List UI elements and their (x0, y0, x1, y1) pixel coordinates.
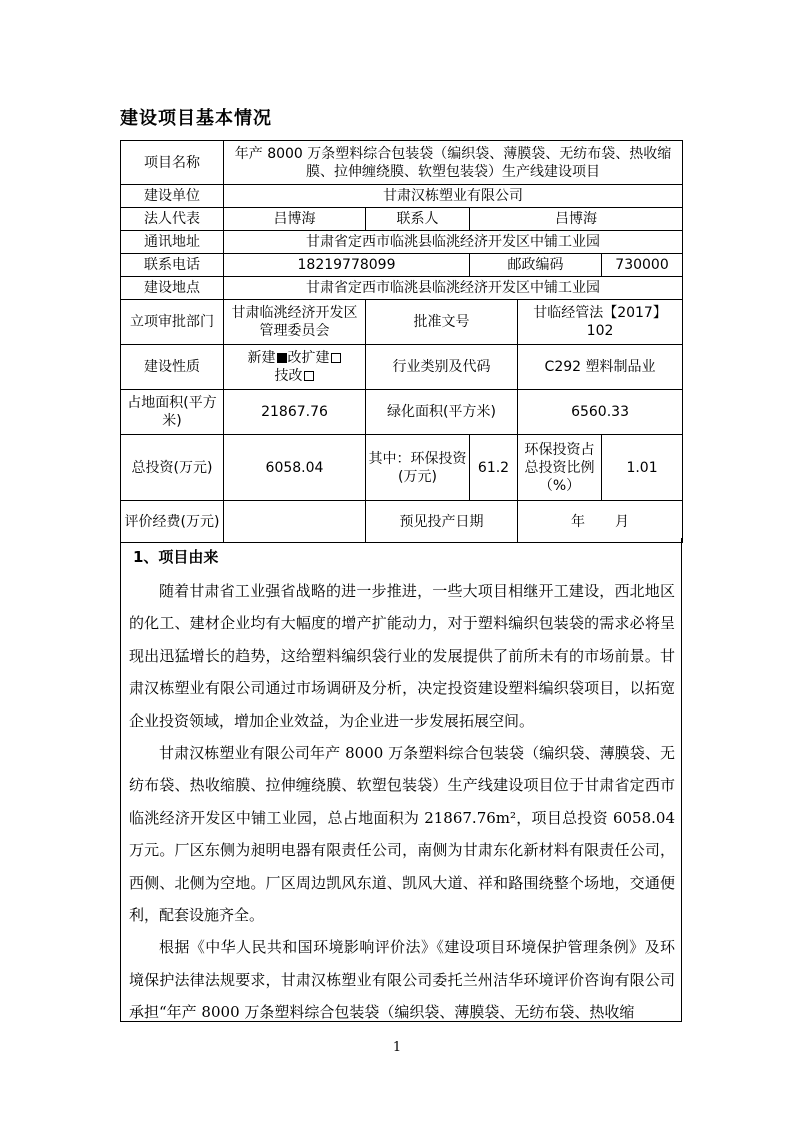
env-ratio-value: 1.01 (602, 435, 683, 501)
green-value: 6560.33 (518, 390, 683, 435)
checkbox-checked-icon (277, 353, 287, 363)
site-label: 建设地点 (121, 277, 224, 300)
page-title: 建设项目基本情况 (120, 108, 272, 129)
env-invest-label: 其中：环保投资(万元) (366, 435, 470, 501)
nature-label: 建设性质 (121, 345, 224, 390)
site-value: 甘肃省定西市临洮县临洮经济开发区中铺工业园 (224, 277, 683, 300)
prod-date-value (518, 501, 683, 543)
postal-label: 邮政编码 (470, 254, 602, 277)
paragraph: 甘肃汉栋塑业有限公司年产 8000 万条塑料综合包装袋（编织袋、薄膜袋、无纺布袋、热收缩膜、拉伸缠绕膜、软塑包装袋）生产线建设项目位于甘肃省定西市临洮经济开发区中铺工业园，总占地面积为 21867.76m²，项目总投资 6058.04万元。厂区东侧为昶明电器有限责任公司，南侧为甘肃东化新材料有限责任公司，西侧、北侧为空地。厂区周边凯风东道、凯风大道、祥和路围绕整个场地，交通便利，配套设施齐全。 (129, 744, 675, 925)
nature-opt-expand: 改扩建 (287, 350, 330, 366)
nature-opt-new: 新建 (247, 350, 276, 366)
approval-no-value: 甘临经管法【2017】102 (518, 300, 683, 345)
env-invest-value: 61.2 (470, 435, 518, 501)
phone-label: 联系电话 (121, 254, 224, 277)
phone-value: 18219778099 (224, 254, 470, 277)
address-value: 甘肃省定西市临洮县临洮经济开发区中铺工业园 (224, 231, 683, 254)
legal-rep-value: 吕博海 (224, 208, 366, 231)
green-label: 绿化面积(平方米) (366, 390, 518, 435)
section-heading: 1、项目由来 (133, 548, 219, 566)
env-ratio-label: 环保投资占总投资比例（%） (518, 435, 602, 501)
nature-opt-tech: 技改 (274, 368, 303, 384)
project-info-table (120, 140, 683, 543)
unit-label: 建设单位 (121, 185, 224, 208)
project-name-label: 项目名称 (121, 141, 224, 185)
approval-dept-value: 甘肃临洮经济开发区管理委员会 (224, 300, 366, 345)
prod-date-year: 年 (571, 513, 586, 530)
industry-label: 行业类别及代码 (366, 345, 518, 390)
area-value: 21867.76 (224, 390, 366, 435)
nature-options (224, 345, 366, 390)
checkbox-empty-icon (331, 353, 341, 363)
paragraph: 根据《中华人民共和国环境影响评价法》《建设项目环境保护管理条例》及环境保护法律法规要求，甘肃汉栋塑业有限公司委托兰州洁华环境评价咨询有限公司承担“年产 8000 万条塑料综合包装袋（编织袋、薄膜袋、无纺布袋、热收缩 (129, 938, 675, 1022)
legal-rep-label: 法人代表 (121, 208, 224, 231)
contact-label: 联系人 (366, 208, 470, 231)
eval-fee-label: 评价经费(万元) (121, 501, 224, 543)
postal-value: 730000 (602, 254, 683, 277)
project-name-value: 年产 8000 万条塑料综合包装袋（编织袋、薄膜袋、无纺布袋、热收缩膜、拉伸缠绕膜、软塑包装袋）生产线建设项目 (224, 141, 683, 185)
approval-dept-label: 立项审批部门 (121, 300, 224, 345)
address-label: 通讯地址 (121, 231, 224, 254)
invest-label: 总投资(万元) (121, 435, 224, 501)
eval-fee-value (224, 501, 366, 543)
prod-date-label: 预见投产日期 (366, 501, 518, 543)
paragraph: 随着甘肃省工业强省战略的进一步推进，一些大项目相继开工建设，西北地区的化工、建材企业均有大幅度的增产扩能动力，对于塑料编织包装袋的需求必将呈现出迅猛增长的趋势，这给塑料编织袋行业的发展提供了前所未有的市场前景。甘肃汉栋塑业有限公司通过市场调研及分析，决定投资建设塑料编织袋项目，以拓宽企业投资领域，增加企业效益，为企业进一步发展拓展空间。 (129, 582, 675, 730)
area-label: 占地面积(平方米) (121, 390, 224, 435)
project-origin-section (120, 538, 682, 1022)
checkbox-empty-icon (304, 371, 314, 381)
approval-no-label: 批准文号 (366, 300, 518, 345)
contact-value: 吕博海 (470, 208, 683, 231)
page-number: 1 (392, 1040, 402, 1055)
invest-value: 6058.04 (224, 435, 366, 501)
prod-date-month: 月 (615, 513, 630, 530)
unit-value: 甘肃汉栋塑业有限公司 (224, 185, 683, 208)
industry-value: C292 塑料制品业 (518, 345, 683, 390)
